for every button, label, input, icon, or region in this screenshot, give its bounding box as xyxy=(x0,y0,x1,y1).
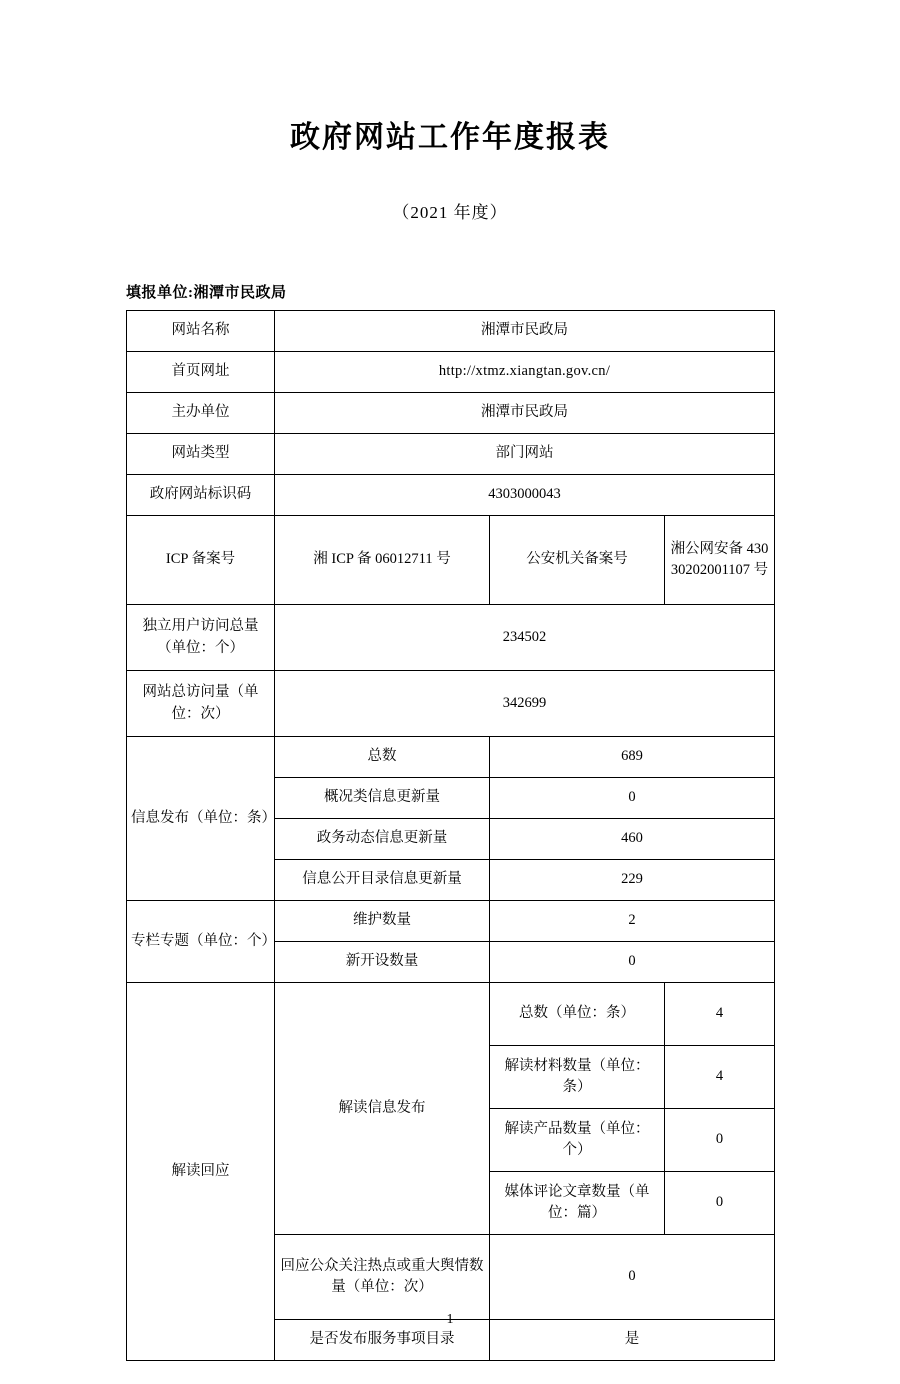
unique-visitors-value: 234502 xyxy=(275,605,775,671)
column-topic-row-name: 新开设数量 xyxy=(275,942,490,983)
info-publish-row-name: 总数 xyxy=(275,737,490,778)
service-catalog-value: 是 xyxy=(490,1320,775,1361)
table-row xyxy=(127,901,775,942)
column-topic-row-value: 0 xyxy=(490,942,775,983)
page-subtitle: （2021 年度） xyxy=(392,203,508,222)
table-row xyxy=(127,311,775,352)
icp-label: ICP 备案号 xyxy=(127,516,275,605)
interpretation-row-value: 4 xyxy=(665,983,775,1046)
interpretation-row-name: 总数（单位：条） xyxy=(490,983,665,1046)
info-publish-row-value: 460 xyxy=(490,819,775,860)
interpretation-row-name: 媒体评论文章数量（单位：篇） xyxy=(490,1172,665,1235)
icp-value: 湘 ICP 备 06012711 号 xyxy=(275,516,490,605)
column-topic-row-value: 2 xyxy=(490,901,775,942)
info-publish-row-value: 229 xyxy=(490,860,775,901)
unique-visitors-label: 独立用户访问总量（单位：个） xyxy=(127,605,275,671)
table-row xyxy=(127,475,775,516)
info-publish-row-value: 0 xyxy=(490,778,775,819)
column-topic-row-name: 维护数量 xyxy=(275,901,490,942)
info-publish-row-value: 689 xyxy=(490,737,775,778)
website-name-value: 湘潭市民政局 xyxy=(275,311,775,352)
table-row xyxy=(127,393,775,434)
info-publish-row-name: 政务动态信息更新量 xyxy=(275,819,490,860)
interpretation-row-name: 解读产品数量（单位：个） xyxy=(490,1109,665,1172)
page-number: 1 xyxy=(446,1312,454,1327)
homepage-label: 首页网址 xyxy=(127,352,275,393)
table-row xyxy=(127,671,775,737)
info-publish-row-name: 概况类信息更新量 xyxy=(275,778,490,819)
response-hotspot-value: 0 xyxy=(490,1235,775,1320)
site-type-value: 部门网站 xyxy=(275,434,775,475)
homepage-value: http://xtmz.xiangtan.gov.cn/ xyxy=(275,352,775,393)
column-topic-label: 专栏专题（单位：个） xyxy=(127,901,275,983)
table-row xyxy=(127,516,775,605)
info-publish-row-name: 信息公开目录信息更新量 xyxy=(275,860,490,901)
total-visits-label: 网站总访问量（单位：次） xyxy=(127,671,275,737)
table-row xyxy=(127,352,775,393)
site-code-value: 4303000043 xyxy=(275,475,775,516)
police-record-label: 公安机关备案号 xyxy=(490,516,665,605)
interpretation-row-value: 4 xyxy=(665,1046,775,1109)
table-row xyxy=(127,605,775,671)
response-hotspot-label: 回应公众关注热点或重大舆情数量（单位：次） xyxy=(275,1235,490,1320)
info-publish-label: 信息发布（单位：条） xyxy=(127,737,275,901)
table-row xyxy=(127,737,775,778)
service-catalog-label: 是否发布服务事项目录 xyxy=(275,1320,490,1361)
interpretation-row-value: 0 xyxy=(665,1109,775,1172)
document-page xyxy=(0,112,900,1384)
interpretation-row-value: 0 xyxy=(665,1172,775,1235)
reporting-unit-line: 填报单位:湘潭市民政局 xyxy=(126,285,287,301)
table-row xyxy=(127,983,775,1046)
annual-report-table xyxy=(126,310,775,1361)
police-record-value: 湘公网安备 43030202001107 号 xyxy=(665,516,775,605)
interpretation-publish-label: 解读信息发布 xyxy=(275,983,490,1235)
sponsor-value: 湘潭市民政局 xyxy=(275,393,775,434)
total-visits-value: 342699 xyxy=(275,671,775,737)
table-row xyxy=(127,434,775,475)
interpretation-label: 解读回应 xyxy=(127,983,275,1361)
page-title: 政府网站工作年度报表 xyxy=(290,121,610,154)
site-code-label: 政府网站标识码 xyxy=(127,475,275,516)
site-type-label: 网站类型 xyxy=(127,434,275,475)
website-name-label: 网站名称 xyxy=(127,311,275,352)
interpretation-row-name: 解读材料数量（单位：条） xyxy=(490,1046,665,1109)
sponsor-label: 主办单位 xyxy=(127,393,275,434)
